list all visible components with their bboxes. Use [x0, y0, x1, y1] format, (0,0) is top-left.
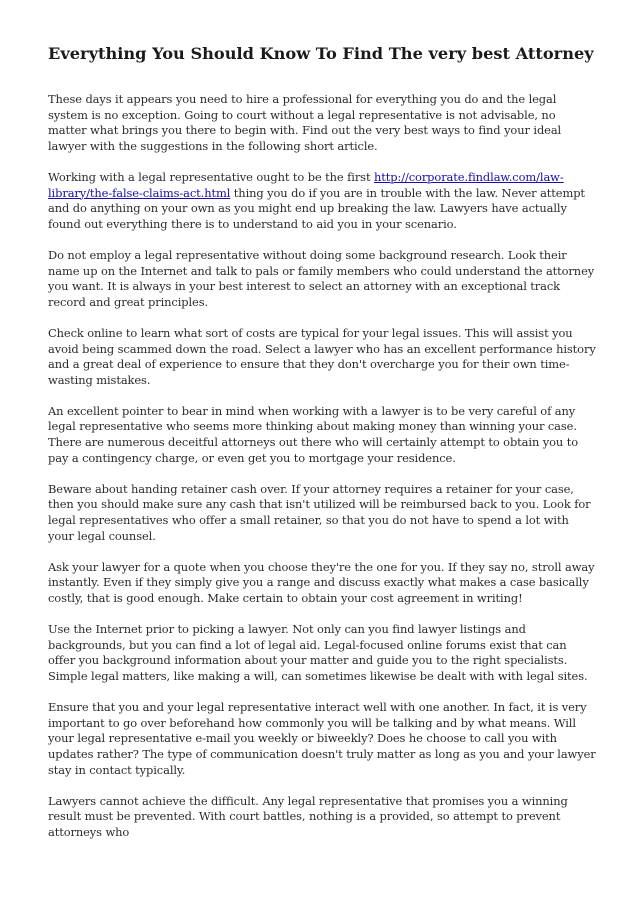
paragraph-2: [48, 170, 596, 232]
paragraph-4: Check online to learn what sort of costs are typical for your legal issues. This will assist you avoid being scammed down the road. Select a lawyer who has an excellent performance history and a great deal of experience to ensure that they don't overcharge you for their own time-wasting mistakes.: [48, 325, 596, 387]
paragraph-3: Do not employ a legal representative without doing some background research. Look their name up on the Internet and talk to pals or family members who could understand the attorney you want. It is always in your best interest to select an attorney with an exceptional track record and great principles.: [48, 247, 595, 309]
document-page: [48, 44, 596, 856]
paragraph-2-after: thing you do if you are in trouble with the law. Never attempt and do anything on your own as you might end up breaking the law. Lawyers have actually found out everything there is to understand to aid you in your scenario.: [48, 185, 585, 231]
paragraph-10: Lawyers cannot achieve the difficult. Any legal representative that promises you a winning result must be prevented. With court battles, nothing is a provided, so attempt to prevent attorneys who: [48, 793, 568, 839]
paragraph-2-before: Working with a legal representative ought to be the first: [48, 169, 374, 184]
paragraph-7: Ask your lawyer for a quote when you choose they're the one for you. If they say no, stroll away instantly. Even if they simply give you a range and discuss exactly what makes a case basically costly, that is good enough. Make certain to obtain your cost agreement in writing!: [48, 559, 595, 605]
paragraph-5: An excellent pointer to bear in mind when working with a lawyer is to be very careful of any legal representative who seems more thinking about making money than winning your case. There are numerous deceitful attorneys out there who will certainly attempt to obtain you to pay a contingency charge, or even get you to mortgage your residence.: [48, 403, 578, 465]
paragraph-6: Beware about handing retainer cash over. If your attorney requires a retainer for your case, then you should make sure any cash that isn't utilized will be reimbursed back to you. Look for legal representatives who offer a small retainer, so that you do not have to spend a lot with your legal counsel.: [48, 481, 591, 543]
paragraph-8: Use the Internet prior to picking a lawyer. Not only can you find lawyer listings and backgrounds, but you can find a lot of legal aid. Legal-focused online forums exist that can offer you background information about your matter and guide you to the right specialists. Simple legal matters, like making a will, can sometimes likewise be dealt with with legal sites.: [48, 622, 588, 683]
document-title: Everything You Should Know To Find The very best Attorney: [48, 44, 594, 63]
paragraph-9: Ensure that you and your legal representative interact well with one another. In fact, it is very important to go over beforehand how commonly you will be talking and by what means. Will your legal representative e-mail you weekly or biweekly? Does he choose to call you with updates rather? The type of communication doesn't truly matter as long as you and your lawyer stay in contact typically.: [48, 700, 596, 777]
paragraph-1: These days it appears you need to hire a professional for everything you do and the legal system is no exception. Going to court without a legal representative is not advisable, no matter what brings you there to begin with. Find out the very best ways to find your ideal lawyer with the suggestions in the following short article.: [48, 92, 562, 153]
findlaw-link[interactable]: http://corporate.findlaw.com/law-library/the-false-claims-act.html: [48, 169, 564, 200]
